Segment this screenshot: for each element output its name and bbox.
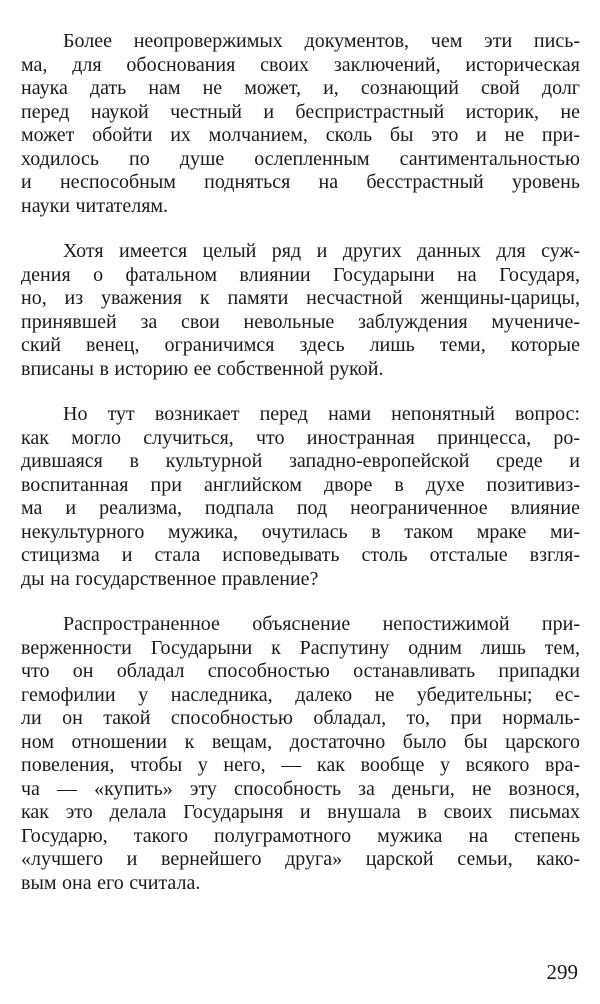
text-line: как могло случиться, что иностранная принцесса, ро- [21, 426, 580, 449]
page-number: 299 [546, 960, 578, 984]
text-line: перед наукой честный и беспристрастный историк, не [21, 100, 580, 123]
text-line: как это делала Государыня и внушала в своих письмах [21, 801, 580, 823]
text-line: ды на государственное правление? [21, 567, 319, 590]
text-line: гемофилии у наследника, далеко не убедительны; ес- [21, 683, 580, 706]
text-line: Распространенное объяснение непостижимой при- [63, 613, 580, 635]
text-line: ча — «купить» эту способность за деньги, не вознося, [21, 777, 580, 800]
text-line: наука дать нам не может, и, сознающий свой долг [21, 77, 580, 99]
text-line: повеления, чтобы у него, — как вообще у всякого вра- [21, 754, 580, 776]
paragraph-3 [21, 403, 580, 591]
text-line: ходилось по душе ослепленным сантиментальностью [21, 147, 580, 170]
text-line: принявшей за свои невольные заблуждения мучениче- [21, 310, 580, 333]
text-line: что он обладал способностью останавливать припадки [21, 660, 580, 682]
paragraph-4 [21, 613, 580, 895]
page-text [21, 30, 580, 917]
text-line: Хотя имеется целый ряд и других данных для суж- [63, 240, 580, 262]
text-line: воспитанная при английском дворе в духе позитивиз- [21, 473, 580, 496]
text-line: верженности Государыни к Распутину одним лишь тем, [21, 636, 580, 659]
text-line: дившаяся в культурной западно-европейской среде и [21, 450, 580, 472]
text-line: Государю, такого полуграмотного мужика на степень [21, 824, 580, 847]
text-line: Но тут возникает перед нами непонятный вопрос: [63, 403, 580, 425]
text-line: «лучшего и вернейшего друга» царской семьи, како- [21, 848, 580, 870]
paragraph-1 [21, 30, 580, 218]
text-line: дения о фатальном влиянии Государыни на Государя, [21, 263, 580, 286]
paragraph-2 [21, 240, 580, 381]
text-line: вым она его считала. [21, 871, 201, 894]
text-line: ма и реализма, подпала под неограниченное влияние [21, 497, 580, 519]
text-line: Более неопровержимых документов, чем эти пись- [63, 30, 580, 52]
text-line: и неспособным подняться на бесстрастный уровень [21, 171, 580, 193]
text-line: ном отношении к вещам, достаточно было бы царского [21, 730, 580, 753]
text-line: науки читателям. [21, 194, 169, 217]
text-line: некультурного мужика, очутилась в таком мраке ми- [21, 520, 580, 543]
text-line: вписаны в историю ее собственной рукой. [21, 357, 384, 380]
text-line: ма, для обоснования своих заключений, историческая [21, 53, 580, 76]
text-line: ский венец, ограничимся здесь лишь теми, которые [21, 334, 580, 356]
text-line: ли он такой способностью обладал, то, при нормаль- [21, 707, 580, 729]
text-line: стицизма и стала исповедывать столь отсталые взгля- [21, 544, 580, 566]
text-line: но, из уважения к памяти несчастной женщины-царицы, [21, 287, 580, 309]
text-line: может обойти их молчанием, сколь бы это и не при- [21, 124, 580, 146]
